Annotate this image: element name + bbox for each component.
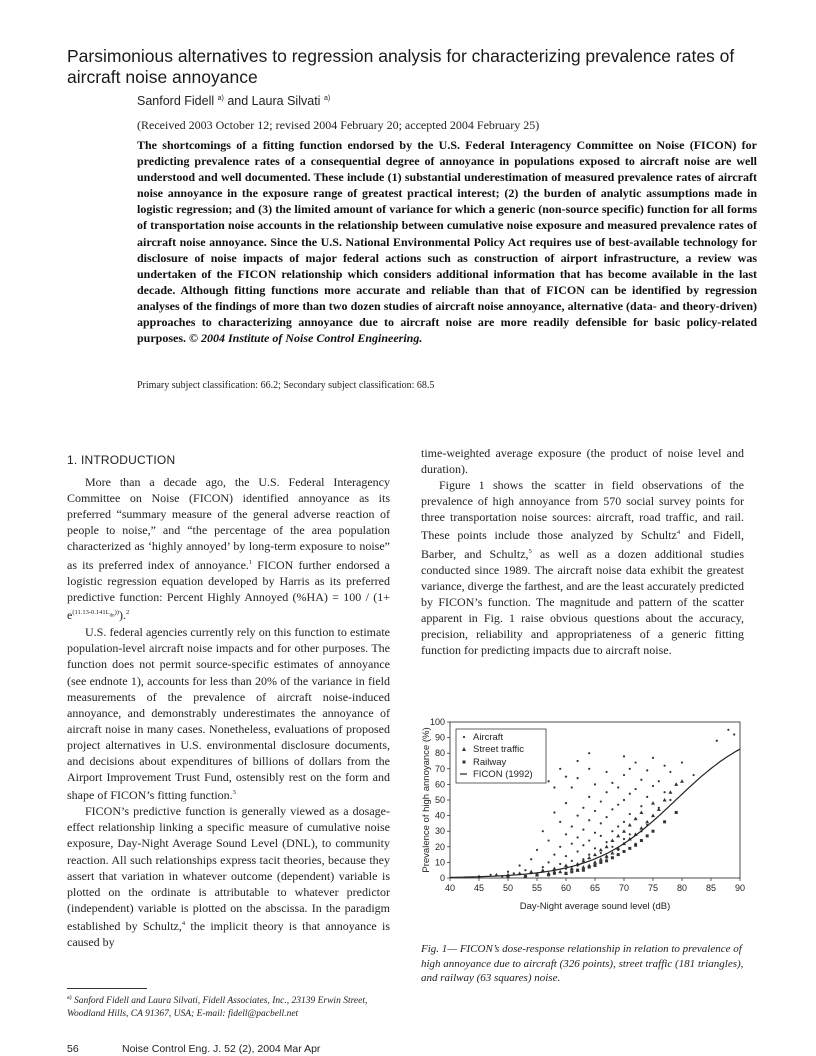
y-tick-label: 100 [429,717,445,727]
received-dates: (Received 2003 October 12; revised 2004 February 20; accepted 2004 February 25) [137,118,540,132]
page-number: 56 [67,1043,79,1055]
aircraft-point [565,855,567,857]
railway-point [634,844,637,847]
y-tick-label: 10 [434,857,445,868]
x-tick-label: 75 [647,883,659,893]
aircraft-point [623,774,625,776]
street-traffic-point [581,859,585,863]
legend-railway-marker [463,761,466,764]
aircraft-point [623,755,625,757]
aircraft-point [582,829,584,831]
street-traffic-point [616,834,620,838]
right-paragraph-figure: Figure 1 shows the scatter in field observations of the prevalence of high annoyance from 570 social survey points for three transportation noise sources: aircraft, road traffic, and rail. These points include those analyzed by Schultz$^4$ and Fidell, Barber, and Schultz,$^5$ as well as a dozen additional studies conducted since 1989. The aircraft noise data exhibit the greatest variance, diverge the farthest, and are the least accurately predicted by FICON’s function. The magnitude and pattern of the scatter apparent in Fig. 1 raise obvious questions about the accuracy, precision, reliability and appropriateness of a generic fitting function for predicting impacts due to aircraft noise. [421,478,745,658]
street-traffic-point [674,782,678,786]
aircraft-point [577,777,579,779]
railway-point [663,820,666,823]
affiliation-mark-1: a) [217,94,224,102]
x-tick-label: 45 [473,883,485,893]
page-footer [67,1043,321,1055]
street-traffic-point [680,779,684,783]
aircraft-point [571,860,573,862]
footnote-rule [67,988,147,989]
aircraft-point [629,813,631,815]
x-tick-label: 60 [560,883,572,893]
aircraft-point [623,821,625,823]
aircraft-point [629,833,631,835]
railway-point [646,834,649,837]
aircraft-point [577,836,579,838]
x-tick-label: 40 [444,883,456,893]
aircraft-point [536,849,538,851]
aircraft-point [553,854,555,856]
aircraft-point [548,780,550,782]
x-tick-label: 55 [531,883,543,893]
abstract-text: The shortcomings of a fitting function endorsed by the U.S. Federal Interagency Committee on Noise (FICON) for predicting prevalence rates of a consequential degree of annoyance in populations exposed to aircraft noise are well understood and well documented. These include (1) substantial underestimation of measured prevalence rates of aircraft noise annoyance in the exposure range of greatest practical interest; (2) the burden of analytic assumptions made in logistic regression; and (3) the limited amount of variance for which a generic (non-source specific) function for all forms of transportation noise accounts in the relationship between cumulative noise exposure and measured prevalence rates of aircraft noise annoyance. Since the U.S. National Environmental Policy Act requires use of best-available technology for disclosure of noise impacts of major federal actions such as construction of airport infrastructure, a review was undertaken of the FICON relationship which considers additional information that has become available in the last decade. Although fitting functions more accurate and reliable than that of FICON can be identified by regression analyses of the findings of more than two dozen studies of aircraft noise annoyance, alternative (data- and theory-driven) approaches to characterizing annoyance due to aircraft noise are more readily defensible for basic policy-related purposes. [137,138,757,346]
railway-point [628,847,631,850]
aircraft-point [548,861,550,863]
aircraft-point [577,850,579,852]
aircraft-point [611,782,613,784]
aircraft-point [629,793,631,795]
x-tick-label: 70 [618,883,630,893]
intro-paragraph-3: FICON’s predictive function is generally viewed as a dosage-effect relationship linking a specific measure of cumulative noise exposure, Day-Night Average Sound Level (DNL), to community reaction. All such relationships express tacit theories, because they assert that variation in whatever outcome (dependent) variable is plotted on the ordinate is attributable to whatever predictor (independent) variable is plotted on the abscissa. In the paradigm established by Schultz,$^4$ the implicit theory is that annoyance is caused by [67,804,390,950]
railway-point [594,864,597,867]
aircraft-point [600,822,602,824]
street-traffic-point [663,798,667,802]
aircraft-point [693,774,695,776]
aircraft-point [582,844,584,846]
street-traffic-point [529,870,533,874]
street-traffic-point [593,853,597,857]
aircraft-point [635,788,637,790]
figure-caption: Fig. 1— FICON’s dose-response relationship in relation to prevalence of high annoyance due to aircraft (326 points), street traffic (181 triangles), and railway (63 squares) noise. [421,943,744,984]
street-traffic-point [593,860,597,864]
copyright: © 2004 Institute of Noise Control Engineering. [189,331,423,346]
aircraft-point [571,786,573,788]
aircraft-point [623,799,625,801]
street-traffic-point [599,857,603,861]
aircraft-point [490,874,492,876]
railway-point [611,856,614,859]
aircraft-point [559,768,561,770]
railway-point [565,872,568,875]
aircraft-point [727,729,729,731]
authors [137,94,330,108]
x-tick-label: 80 [676,883,688,893]
street-traffic-point [634,817,638,821]
aircraft-point [571,825,573,827]
aircraft-point [571,843,573,845]
aircraft-point [640,805,642,807]
railway-point [576,869,579,872]
y-tick-label: 80 [434,748,445,759]
street-traffic-point [558,870,562,874]
aircraft-point [507,871,509,873]
railway-point [588,866,591,869]
aircraft-point [524,869,526,871]
aircraft-point [577,815,579,817]
aircraft-point [588,819,590,821]
aircraft-point [565,833,567,835]
y-tick-label: 0 [439,873,445,883]
aircraft-point [594,832,596,834]
figure-1-chart [420,712,760,940]
aircraft-point [600,835,602,837]
intro-paragraph-1: More than a decade ago, the U.S. Federal Interagency Committee on Noise (FICON) identified annoyance as its preferred “summary measure of the general adverse reaction of people to noise,” and “the percentage of the area population characterized as ‘highly annoyed’ by long-term exposure to noise” as its preferred index of annoyance.$^1$ FICON further endorsed a logistic regression equation developed by Harris as its preferred predictive function: Percent Highly Annoyed $(\%HA) = 100 / (1+ e^{(11.13-0.141L_{dn}))}).^2$ [67,475,390,622]
street-traffic-point [657,807,661,811]
aircraft-point [669,771,671,773]
aircraft-point [669,799,671,801]
aircraft-point [513,872,515,874]
aircraft-point [600,852,602,854]
aircraft-point [658,780,660,782]
aircraft-point [559,821,561,823]
aircraft-point [623,838,625,840]
y-tick-label: 40 [434,810,445,821]
y-tick-label: 90 [434,732,445,743]
aircraft-point [600,800,602,802]
street-traffic-point [587,856,591,860]
aircraft-point [646,796,648,798]
aircraft-point [611,846,613,848]
aircraft-point [664,791,666,793]
railway-point [623,850,626,853]
author-1: Sanford Fidell [137,94,215,108]
aircraft-point [652,785,654,787]
aircraft-point [519,864,521,866]
x-axis-label: Day-Night average sound level (dB) [519,901,671,912]
railway-point [617,853,620,856]
paper-title: Parsimonious alternatives to regression analysis for characterizing prevalence rates of aircraft noise annoyance [67,46,735,87]
railway-point [599,861,602,864]
aircraft-point [629,768,631,770]
aircraft-point [588,752,590,754]
y-tick-label: 30 [434,826,445,837]
aircraft-point [617,825,619,827]
aircraft-point [588,854,590,856]
legend-railway: Railway [473,757,507,768]
aircraft-point [594,810,596,812]
aircraft-point [733,733,735,735]
street-traffic-point [651,801,655,805]
x-tick-label: 90 [734,883,746,893]
aircraft-point [646,769,648,771]
street-traffic-point [628,823,632,827]
aircraft-point [582,807,584,809]
aircraft-point [594,847,596,849]
aircraft-point [716,740,718,742]
aircraft-point [588,768,590,770]
street-traffic-point [605,845,609,849]
x-tick-label: 85 [705,883,717,893]
railway-point [536,873,539,876]
aircraft-point [565,802,567,804]
aircraft-point [588,796,590,798]
legend-street-traffic: Street traffic [473,744,525,755]
railway-point [582,869,585,872]
railway-point [652,830,655,833]
legend-aircraft: Aircraft [473,732,504,743]
legend-aircraft-marker [463,736,465,738]
intro-paragraph-2: U.S. federal agencies currently rely on this function to estimate population-level aircraft noise impacts and for other purposes. The function does not permit source-specific estimates of annoyance (see endnote 1), accounts for less than 20% of the variance in field measurements of the prevalence of aircraft noise-induced annoyance, and demonstrably underestimates the annoyance of aircraft noise in many cases. Nonetheless, evaluations of proposed project alternatives in U.S. environmental disclosure documents, and decisions about expenditures of billions of dollars from the Airport Improvement Trust Fund, ostensibly rest on the form and shape of FICON’s fitting function.$^3$ [67,625,390,803]
y-tick-label: 60 [434,779,445,790]
y-tick-label: 50 [434,795,445,805]
street-traffic-point [639,810,643,814]
railway-point [640,839,643,842]
aircraft-point [617,786,619,788]
abstract [137,137,757,346]
x-tick-label: 65 [589,883,601,893]
aircraft-point [588,839,590,841]
x-tick-label: 50 [502,883,514,893]
aircraft-point [559,863,561,865]
aircraft-point [530,858,532,860]
aircraft-point [681,761,683,763]
aircraft-point [606,841,608,843]
aircraft-point [606,771,608,773]
y-tick-label: 70 [434,763,445,774]
aircraft-point [553,811,555,813]
street-traffic-point [610,839,614,843]
aircraft-point [594,783,596,785]
y-tick-label: 20 [434,841,445,852]
street-traffic-point [541,868,545,872]
section-heading: 1. INTRODUCTION [67,453,176,467]
author-2: and Laura Silvati [227,94,321,108]
aircraft-point [664,765,666,767]
aircraft-point [577,760,579,762]
street-traffic-point [581,865,585,869]
aircraft-point [606,791,608,793]
railway-point [570,870,573,873]
street-traffic-point [651,814,655,818]
railway-point [605,859,608,862]
journal-citation: Noise Control Eng. J. 52 (2), 2004 Mar Apr [122,1043,321,1055]
railway-point [675,811,678,814]
aircraft-point [548,839,550,841]
railway-point [547,873,550,876]
footnote: $^{a)}$ Sanford Fidell and Laura Silvati, Fidell Associates, Inc., 23139 Erwin Street, Woodland Hills, CA 91367, USA; E-mail: fidell@pacbell.net [67,995,368,1019]
subject-classification: Primary subject classification: 66.2; Secondary subject classification: 68.5 [137,380,435,391]
street-traffic-point [668,790,672,794]
y-axis-label: Prevalence of high annoyance (%) [421,727,432,873]
aircraft-point [640,779,642,781]
aircraft-point [553,786,555,788]
street-traffic-point [564,864,568,868]
aircraft-point [542,830,544,832]
aircraft-point [559,846,561,848]
affiliation-mark-2: a) [323,94,331,102]
aircraft-point [635,761,637,763]
y-axis-ticks [430,717,450,883]
street-traffic-point [622,829,626,833]
aircraft-point [652,757,654,759]
left-column [67,452,390,950]
legend [456,729,546,783]
aircraft-point [611,830,613,832]
aircraft-point [542,866,544,868]
aircraft-point [611,808,613,810]
x-axis-ticks [445,878,745,893]
street-traffic-point [599,848,603,852]
right-paragraph-continued: time-weighted average exposure (the product of noise level and duration). [421,446,744,477]
right-column [421,445,744,658]
street-traffic-point [645,820,649,824]
railway-point [553,872,556,875]
aircraft-point [617,804,619,806]
legend-ficon: FICON (1992) [473,769,533,780]
railway-point [524,875,527,878]
aircraft-point [565,776,567,778]
aircraft-point [606,816,608,818]
